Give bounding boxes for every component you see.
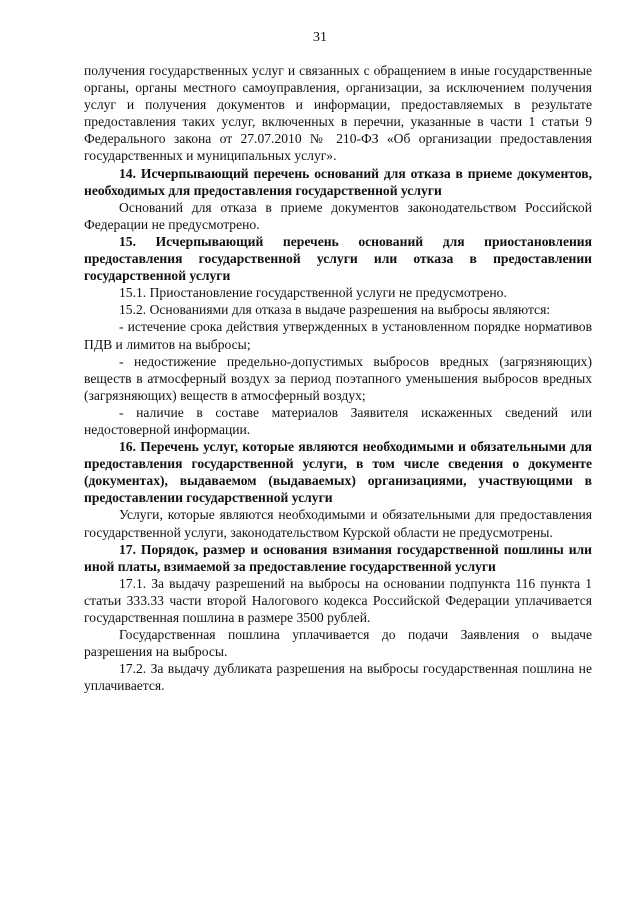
paragraph-14-body: Оснований для отказа в приеме документов законодательством Российской Федерации не предусмотрено. — [84, 199, 592, 232]
list-item: - наличие в составе материалов Заявителя искаженных сведений или недостоверной информации. — [84, 404, 592, 437]
section-heading-17: 17. Порядок, размер и основания взимания государственной пошлины или иной платы, взимаемой за предоставление государственной услуги — [84, 541, 592, 574]
paragraph-continuation: получения государственных услуг и связанных с обращением в иные государственные органы, органы местного самоуправления, организации, за исключением получения услуг и получения документов и информации, предоставляемых в результате предоставления таких услуг, включенных в перечни, указанные в части 1 статьи 9 Федерального закона от 27.07.2010 № 210-ФЗ «Об организации предоставления государственных и муниципальных услуг». — [84, 63, 592, 164]
paragraph-17-1-note: Государственная пошлина уплачивается до подачи Заявления о выдаче разрешения на выбросы. — [84, 627, 592, 660]
list-item: - недостижение предельно-допустимых выбросов вредных (загрязняющих) веществ в атмосферный воздух за период поэтапного уменьшения выбросов вредных (загрязняющих) веществ в атмосферный воздух; — [84, 353, 592, 403]
paragraph-15-1: 15.1. Приостановление государственной услуги не предусмотрено. — [119, 285, 507, 301]
paragraph-15-2: 15.2. Основаниями для отказа в выдаче разрешения на выбросы являются: — [119, 302, 551, 318]
section-heading-15: 15. Исчерпывающий перечень оснований для приостановления предоставления государственной услуги или отказа в предоставлении государственной услуги — [84, 233, 592, 284]
paragraph-17-2: 17.2. За выдачу дубликата разрешения на выбросы государственная пошлина не уплачивается. — [84, 661, 592, 694]
list-item: - истечение срока действия утвержденных в установленном порядке нормативов ПДВ и лимитов на выбросы; — [84, 319, 592, 352]
section-heading-16: 16. Перечень услуг, которые являются необходимыми и обязательными для предоставления государственной услуги, в том числе сведения о документе (документах), выдаваемом (выдаваемых) организациями, участвующими в предоставлении государственной услуги — [84, 439, 592, 506]
paragraph-16-body: Услуги, которые являются необходимыми и обязательными для предоставления государственной услуги, законодательством Курской области не предусмотрены. — [84, 507, 592, 540]
paragraph-17-1: 17.1. За выдачу разрешений на выбросы на основании подпункта 116 пункта 1 статьи 333.33 части второй Налогового кодекса Российской Федерации уплачивается государственная пошлина в размере 3500 рублей. — [84, 575, 592, 625]
document-body — [84, 62, 592, 694]
page-number: 31 — [313, 30, 327, 45]
section-heading-14: 14. Исчерпывающий перечень оснований для отказа в приеме документов, необходимых для предоставления государственной услуги — [84, 165, 592, 198]
